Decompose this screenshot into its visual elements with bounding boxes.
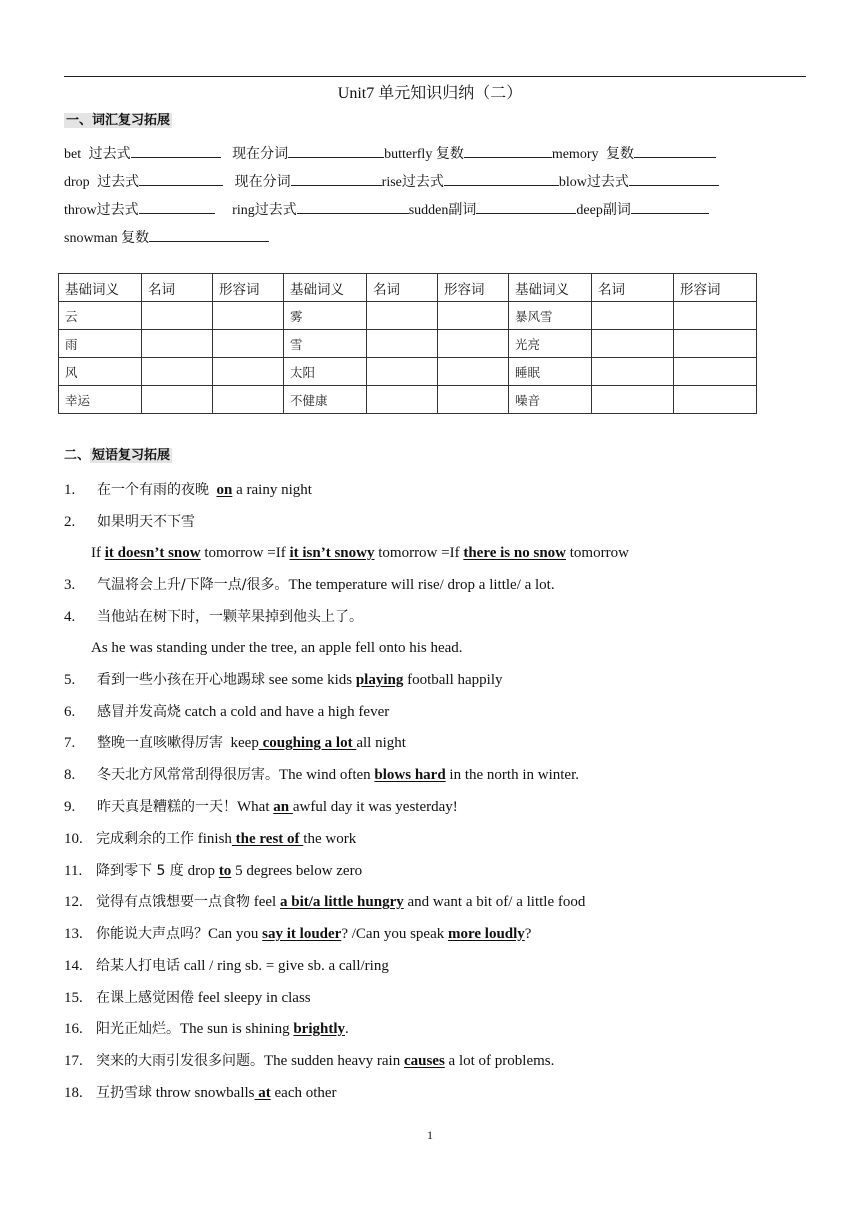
phrase-english: tomorrow =If bbox=[200, 545, 290, 561]
table-header: 形容词 bbox=[438, 274, 509, 302]
vocab-word: rise bbox=[381, 175, 402, 190]
table-cell-blank[interactable] bbox=[213, 302, 284, 330]
phrase-english: ? bbox=[524, 926, 532, 942]
phrase-item-7 bbox=[64, 733, 406, 753]
section2-heading bbox=[64, 447, 172, 465]
phrase-english: awful day it was yesterday! bbox=[292, 799, 458, 815]
table-cell: 幸运 bbox=[59, 386, 142, 414]
answer-blank[interactable] bbox=[149, 228, 269, 242]
table-row bbox=[59, 302, 757, 330]
table-row bbox=[59, 386, 757, 414]
item-number: 11. bbox=[64, 863, 83, 879]
phrase-english: What bbox=[237, 799, 274, 815]
answer-underlined: it doesn’t snow bbox=[104, 545, 201, 561]
answer-underlined: brightly bbox=[293, 1021, 346, 1037]
phrase-english: finish bbox=[194, 831, 232, 847]
table-cell-blank[interactable] bbox=[142, 386, 213, 414]
answer-blank[interactable] bbox=[634, 144, 716, 158]
answer-blank[interactable] bbox=[291, 172, 382, 186]
answer-underlined: the rest of bbox=[231, 831, 304, 847]
phrase-english: Can you bbox=[208, 926, 263, 942]
phrase-chinese: 你能说大声点吗？ bbox=[96, 926, 208, 942]
phrase-item-10 bbox=[64, 829, 356, 849]
table-cell-blank[interactable] bbox=[592, 330, 674, 358]
table-cell-blank[interactable] bbox=[367, 330, 438, 358]
table-cell-blank[interactable] bbox=[438, 330, 509, 358]
phrase-english: football happily bbox=[403, 672, 503, 688]
table-header: 基础词义 bbox=[284, 274, 367, 302]
phrase-item-6 bbox=[64, 702, 389, 722]
vocab-form: 过去式 bbox=[88, 146, 131, 162]
section2-prefix: 二、 bbox=[64, 448, 91, 463]
phrase-english: . bbox=[345, 1021, 349, 1037]
vocab-form: 过去式 bbox=[401, 174, 444, 190]
vocab-form: 过去式 bbox=[586, 174, 629, 190]
phrase-item-2-english bbox=[91, 543, 629, 563]
vocab-word: throw bbox=[64, 203, 97, 218]
answer-underlined: a bit/a little hungry bbox=[279, 894, 404, 910]
phrase-item-9 bbox=[64, 797, 458, 817]
phrase-english: The sudden heavy rain bbox=[264, 1053, 404, 1069]
phrase-english: tomorrow bbox=[566, 545, 629, 561]
phrase-chinese: 气温将会上升/下降一点/很多。 bbox=[97, 577, 289, 593]
phrase-chinese: 当他站在树下时，一颗苹果掉到他头上了。 bbox=[97, 609, 363, 625]
word-formation-table bbox=[58, 273, 757, 414]
answer-blank[interactable] bbox=[297, 200, 409, 214]
table-cell: 云 bbox=[59, 302, 142, 330]
table-cell-blank[interactable] bbox=[438, 386, 509, 414]
vocab-form: 现在分词 bbox=[234, 174, 291, 190]
phrase-english: ? /Can you speak bbox=[341, 926, 448, 942]
section2-heading-text: 短语复习拓展 bbox=[92, 448, 171, 463]
answer-blank[interactable] bbox=[139, 200, 215, 214]
table-cell: 暴风雪 bbox=[509, 302, 592, 330]
phrase-english: As he was standing under the tree, an apple fell onto his head. bbox=[91, 640, 463, 656]
table-header: 基础词义 bbox=[509, 274, 592, 302]
table-cell-blank[interactable] bbox=[674, 386, 757, 414]
answer-underlined: an bbox=[273, 799, 293, 815]
item-number: 12. bbox=[64, 894, 83, 910]
table-cell: 睡眠 bbox=[509, 358, 592, 386]
page-number: 1 bbox=[427, 1128, 433, 1142]
vocab-form: 复数 bbox=[121, 230, 150, 246]
answer-blank[interactable] bbox=[131, 144, 221, 158]
phrase-item-18 bbox=[64, 1083, 337, 1103]
vocab-line-4 bbox=[64, 228, 269, 248]
table-cell: 不健康 bbox=[284, 386, 367, 414]
phrase-english: tomorrow =If bbox=[374, 545, 464, 561]
item-number: 8. bbox=[64, 767, 76, 783]
phrase-english: call / ring sb. = give sb. a call/ring bbox=[180, 958, 389, 974]
table-cell: 雪 bbox=[284, 330, 367, 358]
phrase-item-3 bbox=[64, 575, 555, 595]
item-number: 16. bbox=[64, 1021, 83, 1037]
phrase-chinese: 在一个有雨的夜晚 bbox=[97, 482, 209, 498]
table-cell-blank[interactable] bbox=[592, 386, 674, 414]
section1-heading-text: 一、词汇复习拓展 bbox=[66, 113, 171, 128]
vocab-word: bet bbox=[64, 147, 82, 162]
vocab-word: drop bbox=[64, 175, 90, 190]
vocab-form: 现在分词 bbox=[232, 146, 289, 162]
vocab-word: sudden bbox=[408, 203, 449, 218]
phrase-chinese: 整晚一直咳嗽得厉害 bbox=[97, 735, 223, 751]
answer-underlined: playing bbox=[355, 672, 404, 688]
phrase-chinese: 阳光正灿烂。 bbox=[96, 1021, 180, 1037]
vocab-form: 过去式 bbox=[96, 202, 139, 218]
phrase-english: feel bbox=[250, 894, 280, 910]
table-cell-blank[interactable] bbox=[674, 358, 757, 386]
answer-underlined: blows hard bbox=[374, 767, 446, 783]
phrase-chinese: 降到零下 5 度 bbox=[96, 863, 184, 879]
section1-heading bbox=[64, 112, 172, 130]
phrase-english: in the north in winter. bbox=[445, 767, 579, 783]
vocab-form: 过去式 bbox=[97, 174, 140, 190]
table-cell: 雾 bbox=[284, 302, 367, 330]
item-number: 9. bbox=[64, 799, 76, 815]
phrase-item-4-english bbox=[91, 638, 463, 658]
table-cell-blank[interactable] bbox=[367, 386, 438, 414]
table-header-row bbox=[59, 274, 757, 302]
vocab-form: 过去式 bbox=[254, 202, 297, 218]
phrase-english: 5 degrees below zero bbox=[231, 863, 363, 879]
phrase-chinese: 如果明天不下雪 bbox=[97, 514, 195, 530]
phrase-english: see some kids bbox=[265, 672, 356, 688]
table-header: 名词 bbox=[592, 274, 674, 302]
phrase-english: throw snowballs bbox=[152, 1085, 255, 1101]
answer-blank[interactable] bbox=[629, 172, 719, 186]
table-cell-blank[interactable] bbox=[142, 358, 213, 386]
phrase-item-5 bbox=[64, 670, 503, 690]
phrase-item-1 bbox=[64, 480, 312, 500]
table-cell: 雨 bbox=[59, 330, 142, 358]
answer-underlined: causes bbox=[403, 1053, 445, 1069]
vocab-word: deep bbox=[576, 203, 603, 218]
table-cell-blank[interactable] bbox=[674, 302, 757, 330]
phrase-chinese: 突来的大雨引发很多问题。 bbox=[96, 1053, 264, 1069]
vocab-word: snowman bbox=[64, 231, 118, 246]
table-cell-blank[interactable] bbox=[367, 302, 438, 330]
vocab-form: 复数 bbox=[605, 146, 634, 162]
phrase-english: and want a bit of/ a little food bbox=[403, 894, 586, 910]
answer-blank[interactable] bbox=[631, 200, 709, 214]
answer-blank[interactable] bbox=[288, 144, 384, 158]
table-cell-blank[interactable] bbox=[674, 330, 757, 358]
phrase-english: The temperature will rise/ drop a little/ a lot. bbox=[288, 577, 555, 593]
table-cell: 风 bbox=[59, 358, 142, 386]
table-header: 形容词 bbox=[213, 274, 284, 302]
phrase-english: The wind often bbox=[279, 767, 375, 783]
table-cell-blank[interactable] bbox=[367, 358, 438, 386]
phrase-item-12 bbox=[64, 892, 585, 912]
vocab-word: blow bbox=[558, 175, 587, 190]
vocab-line-2 bbox=[64, 172, 719, 192]
phrase-chinese: 感冒并发高烧 bbox=[97, 704, 181, 720]
item-number: 13. bbox=[64, 926, 83, 942]
table-row bbox=[59, 330, 757, 358]
answer-blank[interactable] bbox=[444, 172, 559, 186]
item-number: 15. bbox=[64, 990, 83, 1006]
table-cell-blank[interactable] bbox=[213, 358, 284, 386]
phrase-chinese: 互扔雪球 bbox=[96, 1085, 152, 1101]
answer-underlined: coughing a lot bbox=[258, 735, 357, 751]
phrase-chinese: 在课上感觉困倦 bbox=[96, 990, 194, 1006]
item-number: 5. bbox=[64, 672, 76, 688]
table-cell-blank[interactable] bbox=[592, 302, 674, 330]
phrase-item-11 bbox=[64, 861, 362, 881]
phrase-chinese: 完成剩余的工作 bbox=[96, 831, 194, 847]
item-number: 4. bbox=[64, 609, 76, 625]
item-number: 1. bbox=[64, 482, 76, 498]
answer-underlined: there is no snow bbox=[463, 545, 566, 561]
table-cell-blank[interactable] bbox=[142, 302, 213, 330]
phrase-english: catch a cold and have a high fever bbox=[181, 704, 390, 720]
item-number: 10. bbox=[64, 831, 83, 847]
answer-blank[interactable] bbox=[139, 172, 223, 186]
answer-blank[interactable] bbox=[476, 200, 576, 214]
answer-underlined: it isn’t snowy bbox=[289, 545, 375, 561]
table-header: 名词 bbox=[142, 274, 213, 302]
answer-underlined: on bbox=[216, 482, 233, 498]
phrase-item-2 bbox=[64, 512, 195, 532]
phrase-chinese: 冬天北方风常常刮得很厉害。 bbox=[97, 767, 279, 783]
answer-underlined: to bbox=[218, 863, 232, 879]
item-number: 6. bbox=[64, 704, 76, 720]
table-header: 名词 bbox=[367, 274, 438, 302]
table-header: 基础词义 bbox=[59, 274, 142, 302]
answer-underlined: at bbox=[254, 1085, 271, 1101]
phrase-chinese: 看到一些小孩在开心地踢球 bbox=[97, 672, 265, 688]
table-cell-blank[interactable] bbox=[142, 330, 213, 358]
table-cell: 噪音 bbox=[509, 386, 592, 414]
vocab-word: ring bbox=[232, 203, 255, 218]
item-number: 7. bbox=[64, 735, 76, 751]
phrase-english: The sun is shining bbox=[180, 1021, 294, 1037]
item-number: 3. bbox=[64, 577, 76, 593]
item-number: 2. bbox=[64, 514, 76, 530]
page-title: Unit7 单元知识归纳（二） bbox=[337, 85, 523, 102]
phrase-english: all night bbox=[356, 735, 406, 751]
phrase-item-14 bbox=[64, 956, 389, 976]
vocab-word: memory bbox=[551, 147, 599, 162]
table-cell-blank[interactable] bbox=[438, 302, 509, 330]
phrase-english: If bbox=[91, 545, 105, 561]
phrase-chinese: 觉得有点饿想要一点食物 bbox=[96, 894, 250, 910]
table-cell-blank[interactable] bbox=[213, 386, 284, 414]
table-row bbox=[59, 358, 757, 386]
phrase-chinese: 昨天真是糟糕的一天！ bbox=[97, 799, 237, 815]
answer-underlined: say it louder bbox=[262, 926, 342, 942]
item-number: 18. bbox=[64, 1085, 83, 1101]
phrase-chinese: 给某人打电话 bbox=[96, 958, 180, 974]
phrase-english: each other bbox=[270, 1085, 337, 1101]
phrase-item-16 bbox=[64, 1019, 349, 1039]
vocab-form: 复数 bbox=[435, 146, 464, 162]
answer-blank[interactable] bbox=[464, 144, 552, 158]
answer-underlined: more loudly bbox=[447, 926, 525, 942]
table-cell-blank[interactable] bbox=[213, 330, 284, 358]
phrase-item-8 bbox=[64, 765, 579, 785]
vocab-form: 副词 bbox=[602, 202, 631, 218]
table-cell-blank[interactable] bbox=[438, 358, 509, 386]
table-cell: 光亮 bbox=[509, 330, 592, 358]
phrase-english: drop bbox=[183, 863, 219, 879]
table-cell: 太阳 bbox=[284, 358, 367, 386]
phrase-english: a lot of problems. bbox=[444, 1053, 555, 1069]
table-header: 形容词 bbox=[674, 274, 757, 302]
item-number: 14. bbox=[64, 958, 83, 974]
phrase-english: feel sleepy in class bbox=[194, 990, 311, 1006]
phrase-item-4 bbox=[64, 607, 363, 627]
vocab-word: butterfly bbox=[384, 147, 433, 162]
phrase-item-13 bbox=[64, 924, 531, 944]
vocab-line-3 bbox=[64, 200, 709, 220]
phrase-english: the work bbox=[303, 831, 357, 847]
table-cell-blank[interactable] bbox=[592, 358, 674, 386]
phrase-item-17 bbox=[64, 1051, 554, 1071]
phrase-english: keep bbox=[230, 735, 259, 751]
vocab-line-1 bbox=[64, 144, 716, 164]
phrase-item-15 bbox=[64, 988, 311, 1008]
vocab-form: 副词 bbox=[448, 202, 477, 218]
item-number: 17. bbox=[64, 1053, 83, 1069]
header-rule bbox=[64, 76, 806, 77]
phrase-english: a rainy night bbox=[232, 482, 312, 498]
